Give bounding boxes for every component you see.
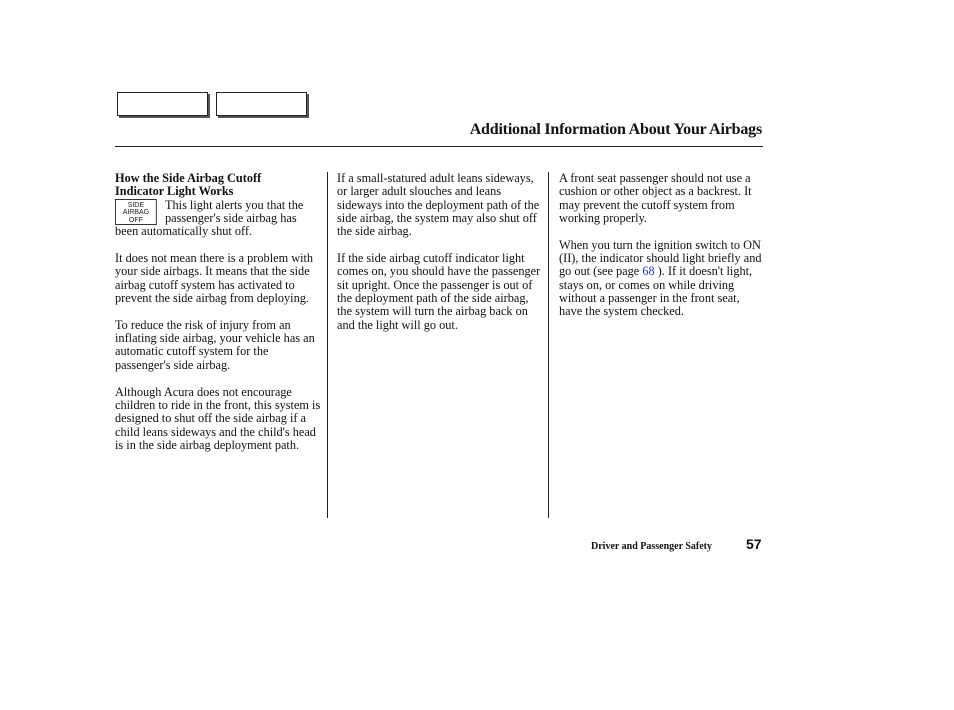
paragraph-indicator-on: If the side airbag cutoff indicator light comes on, you should have the passenger sit upright. Once the passenger is out of the deployment path of the side airbag, the system will turn the airbag back on and the light will go out.	[337, 251, 541, 332]
paragraph-children: Although Acura does not encourage children to ride in the front, this system is designed to shut off the side airbag if a child leans sideways and the child's head is in the side airbag deployment path.	[115, 384, 321, 452]
indicator-line2: AIRBAG	[122, 207, 150, 217]
column-divider-1	[327, 172, 328, 518]
paragraph-ignition	[559, 239, 763, 319]
column-2	[337, 172, 543, 345]
paragraph-text: This light alerts you that the passenger's side airbag has been automatically shut off.	[115, 197, 304, 239]
paragraph-reduce-risk: To reduce the risk of injury from an inflating side airbag, your vehicle has an automatic cutoff system for the passenger's side airbag.	[115, 317, 315, 372]
page-number: 57	[746, 536, 762, 552]
side-airbag-off-indicator-icon	[115, 199, 157, 225]
page-heading: Additional Information About Your Airbags	[469, 121, 762, 138]
footer-section-title: Driver and Passenger Safety	[591, 541, 713, 552]
column-3	[559, 172, 763, 332]
page-reference-link[interactable]: 68	[642, 264, 655, 279]
paragraph-ignition-text-after: ). If it doesn't light, stays on, or comes on while driving without a passenger in the front seat, have the system checked.	[559, 264, 753, 319]
indicator-line3: OFF	[128, 214, 143, 224]
nav-button-previous[interactable]	[117, 92, 208, 116]
nav-button-next[interactable]	[216, 92, 307, 116]
section-title	[115, 172, 321, 199]
paragraph-light-alert	[115, 199, 321, 239]
paragraph-cushion: A front seat passenger should not use a cushion or other object as a backrest. It may prevent the cutoff system from working properly.	[559, 171, 752, 226]
paragraph-small-adult: If a small-statured adult leans sideways, or larger adult slouches and leans sideways into the deployment path of the side airbag, the system may also shut off the side airbag.	[337, 171, 540, 239]
column-1	[115, 172, 321, 466]
paragraph-no-problem: It does not mean there is a problem with your side airbags. It means that the side airbag cutoff system has activated to prevent the side airbag from deploying.	[115, 251, 314, 306]
indicator-line1: SIDE	[127, 199, 145, 209]
section-title-line2: Indicator Light Works	[115, 184, 234, 199]
column-divider-2	[548, 172, 549, 518]
heading-divider	[115, 146, 763, 147]
section-title-line1: How the Side Airbag Cutoff	[115, 171, 262, 185]
paragraph-ignition-text-before: When you turn the ignition switch to ON (II), the indicator should light briefly and go out (see page	[559, 237, 762, 279]
